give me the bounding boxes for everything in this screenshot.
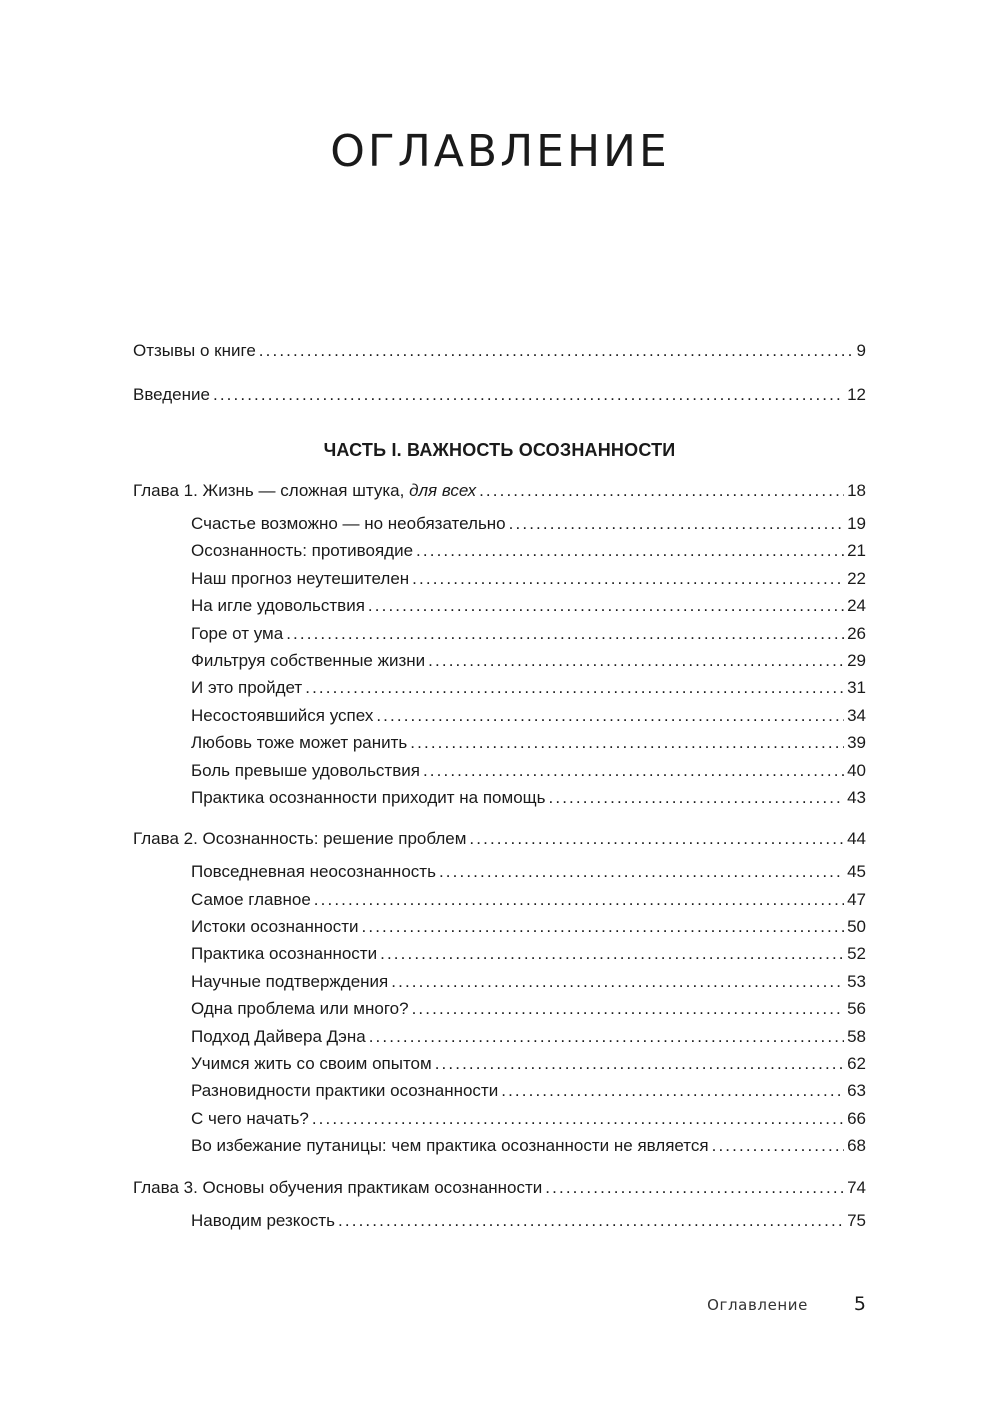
section-page: 34 <box>847 705 866 725</box>
dot-leader <box>314 886 844 913</box>
section-page: 58 <box>847 1026 866 1046</box>
dot-leader <box>368 592 844 619</box>
chapter-page: 74 <box>847 1177 866 1197</box>
chapter-1 <box>133 479 866 811</box>
section-entry[interactable] <box>133 1077 866 1104</box>
section-label: Горе от ума <box>191 623 284 643</box>
dot-leader <box>312 1105 844 1132</box>
running-footer-title: Оглавление <box>707 1296 808 1314</box>
section-label: Осознанность: противоядие <box>191 541 414 561</box>
section-entry[interactable] <box>133 674 866 701</box>
chapter-3 <box>133 1176 866 1234</box>
dot-leader <box>338 1207 844 1234</box>
section-page: 21 <box>847 541 866 561</box>
chapter-page: 18 <box>847 481 866 500</box>
dot-leader <box>369 1023 844 1050</box>
chapter-1-title[interactable] <box>133 479 866 503</box>
section-entry[interactable] <box>133 510 866 537</box>
section-entry[interactable] <box>133 757 866 784</box>
page-footer <box>0 1294 1000 1318</box>
dot-leader <box>286 620 844 647</box>
section-label: Учимся жить со своим опытом <box>191 1054 432 1074</box>
dot-leader <box>391 968 844 995</box>
section-entry[interactable] <box>133 940 866 967</box>
section-label: Фильтруя собственные жизни <box>191 650 426 670</box>
section-entry[interactable] <box>133 565 866 592</box>
section-page: 31 <box>847 678 866 698</box>
page-number: 5 <box>853 1293 866 1315</box>
section-page: 45 <box>847 862 866 882</box>
chapter-list <box>133 479 866 1234</box>
section-page: 29 <box>847 650 866 670</box>
toc-entry-page: 12 <box>847 385 866 404</box>
dot-leader <box>423 757 844 784</box>
section-entry[interactable] <box>133 858 866 885</box>
toc-entry-page: 9 <box>856 341 866 360</box>
section-entry[interactable] <box>133 729 866 756</box>
section-label: Боль превыше удовольствия <box>191 760 420 780</box>
section-label: Счастье возможно — но необязательно <box>191 514 506 533</box>
front-matter <box>133 339 866 407</box>
section-label: Истоки осознанности <box>191 917 359 937</box>
dot-leader <box>549 784 845 811</box>
chapter-label <box>133 479 479 503</box>
section-label: Наш прогноз неутешителен <box>191 568 410 588</box>
chapter-3-title[interactable] <box>133 1176 866 1200</box>
section-label: Научные подтверждения <box>191 971 389 991</box>
section-entry[interactable] <box>133 1105 866 1132</box>
chapter-label-italic: для всех <box>409 481 477 500</box>
section-page: 47 <box>847 889 866 909</box>
section-label: Повседневная неосознанность <box>191 862 436 882</box>
dot-leader <box>469 827 844 851</box>
chapter-2-sections <box>133 858 866 1159</box>
section-label: Наводим резкость <box>191 1210 336 1230</box>
dot-leader <box>416 537 844 564</box>
section-page: 56 <box>847 999 866 1019</box>
chapter-label-text: Глава 1. Жизнь — сложная штука, <box>133 481 410 500</box>
dot-leader <box>712 1132 844 1159</box>
section-page: 50 <box>847 917 866 937</box>
table-of-contents <box>133 339 866 1234</box>
section-page: 75 <box>847 1210 866 1230</box>
dot-leader <box>259 339 854 363</box>
section-entry[interactable] <box>133 537 866 564</box>
dot-leader <box>412 995 845 1022</box>
section-label: Во избежание путаницы: чем практика осознанности не является <box>191 1136 709 1156</box>
section-label: Практика осознанности <box>191 944 378 964</box>
page-title: ОГЛАВЛЕНИЕ <box>330 126 670 177</box>
section-entry[interactable] <box>133 1023 866 1050</box>
section-entry[interactable] <box>133 995 866 1022</box>
section-page: 26 <box>847 623 866 643</box>
section-page: 40 <box>847 760 866 780</box>
section-label: И это пройдет <box>191 678 303 698</box>
section-entry[interactable] <box>133 620 866 647</box>
toc-entry-reviews[interactable] <box>133 339 866 363</box>
section-page: 43 <box>847 787 866 807</box>
section-page: 39 <box>847 733 866 753</box>
toc-entry-label: Введение <box>133 385 210 404</box>
section-entry[interactable] <box>133 968 866 995</box>
dot-leader <box>479 479 844 503</box>
chapter-label: Глава 3. Основы обучения практикам осознанности <box>133 1177 543 1197</box>
section-page: 22 <box>847 568 866 588</box>
chapter-2-title[interactable] <box>133 827 866 851</box>
section-page: 53 <box>847 971 866 991</box>
chapter-1-sections <box>133 510 866 811</box>
dot-leader <box>545 1176 844 1200</box>
section-label: Одна проблема или много? <box>191 999 409 1019</box>
toc-entry-label: Отзывы о книге <box>133 341 256 360</box>
section-page: 52 <box>847 944 866 964</box>
section-entry[interactable] <box>133 702 866 729</box>
chapter-page: 44 <box>847 829 866 849</box>
chapter-label: Глава 2. Осознанность: решение проблем <box>133 829 467 849</box>
toc-entry-introduction[interactable] <box>133 383 866 407</box>
section-label: На игле удовольствия <box>191 596 365 616</box>
dot-leader <box>435 1050 844 1077</box>
dot-leader <box>428 647 844 674</box>
dot-leader <box>305 674 844 701</box>
section-label: Несостоявшийся успех <box>191 705 374 725</box>
section-label: Любовь тоже может ранить <box>191 733 408 753</box>
chapter-2 <box>133 827 866 1159</box>
section-entry[interactable] <box>133 784 866 811</box>
section-label: Разновидности практики осознанности <box>191 1081 499 1101</box>
section-entry[interactable] <box>133 1132 866 1159</box>
section-label: Подход Дайвера Дэна <box>191 1026 366 1046</box>
section-page: 19 <box>847 514 866 533</box>
dot-leader <box>412 565 844 592</box>
section-entry[interactable] <box>133 913 866 940</box>
section-entry[interactable] <box>133 647 866 674</box>
section-label: С чего начать? <box>191 1108 309 1128</box>
dot-leader <box>213 383 844 407</box>
section-page: 63 <box>847 1081 866 1101</box>
section-page: 66 <box>847 1108 866 1128</box>
dot-leader <box>410 729 844 756</box>
dot-leader <box>439 858 844 885</box>
section-page: 62 <box>847 1054 866 1074</box>
chapter-3-sections <box>133 1207 866 1234</box>
dot-leader <box>380 940 844 967</box>
part-heading: ЧАСТЬ I. ВАЖНОСТЬ ОСОЗНАННОСТИ <box>323 440 676 460</box>
section-entry[interactable] <box>133 592 866 619</box>
section-entry[interactable] <box>133 1207 866 1234</box>
section-entry[interactable] <box>133 1050 866 1077</box>
dot-leader <box>501 1077 844 1104</box>
dot-leader <box>509 510 844 537</box>
dot-leader <box>362 913 845 940</box>
section-page: 24 <box>847 596 866 616</box>
section-label: Практика осознанности приходит на помощь <box>191 787 546 807</box>
section-entry[interactable] <box>133 886 866 913</box>
section-page: 68 <box>847 1136 866 1156</box>
section-label: Самое главное <box>191 889 311 909</box>
dot-leader <box>376 702 844 729</box>
